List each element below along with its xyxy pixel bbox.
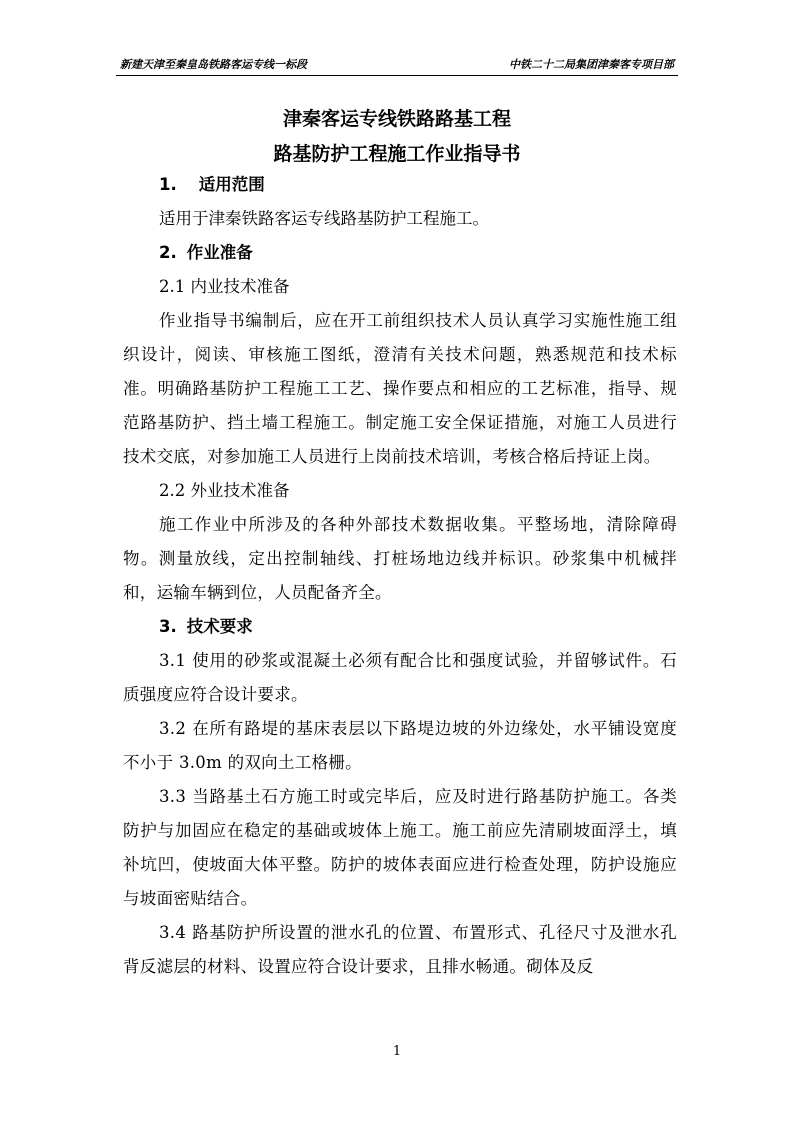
subsection-heading-2-1: 2.1 内业技术准备 [159,277,290,296]
paragraph-3-2: 3.2 在所有路堤的基床表层以下路堤边坡的外边缘处，水平铺设宽度不小于 3.0m 的双向土工格栅。 [123,719,677,772]
section-number: 2. [159,243,177,262]
page-number: 1 [392,1044,402,1059]
paragraph-3-4: 3.4 路基防护所设置的泄水孔的位置、布置形式、孔径尺寸及泄水孔背反滤层的材料、设置应符合设计要求，且排水畅通。砌体及反 [123,923,677,976]
section-heading-2 [123,236,677,270]
document-title-line-1: 津秦客运专线铁路路基工程 [282,108,511,130]
paragraph-2-1: 作业指导书编制后，应在开工前组织技术人员认真学习实施性施工组织设计，阅读、审核施工图纸，澄清有关技术问题，熟悉规范和技术标准。明确路基防护工程施工工艺、操作要点和相应的工艺标准，指导、规范路基防护、挡土墙工程施工。制定施工安全保证措施，对施工人员进行技术交底，对参加施工人员进行上岗前技术培训，考核合格后持证上岗。 [123,311,677,466]
section-number: 3. [159,617,177,636]
paragraph-2-2: 施工作业中所涉及的各种外部技术数据收集。平整场地，清除障碍物。测量放线，定出控制轴线、打桩场地边线并标识。砂浆集中机械拌和，运输车辆到位，人员配备齐全。 [123,515,677,602]
subsection-heading-2-2: 2.2 外业技术准备 [159,481,290,500]
document-body [123,168,677,984]
section-title: 作业准备 [186,243,253,262]
section-title: 适用范围 [198,175,265,194]
header-right-text: 中铁二十二局集团津秦客专项目部 [509,58,674,71]
section-heading-3 [123,610,677,644]
page-header [116,56,678,74]
section-1-text: 适用于津秦铁路客运专线路基防护工程施工。 [159,209,489,228]
document-title-line-2: 路基防护工程施工作业指导书 [273,143,521,165]
header-left-text: 新建天津至秦皇岛铁路客运专线一标段 [120,58,307,71]
section-heading-1 [123,168,677,202]
paragraph-3-1: 3.1 使用的砂浆或混凝土必须有配合比和强度试验，并留够试件。石质强度应符合设计要求。 [123,651,677,704]
header-divider [116,75,678,76]
section-title: 技术要求 [186,617,253,636]
paragraph-3-3: 3.3 当路基土石方施工时或完毕后，应及时进行路基防护施工。各类防护与加固应在稳定的基础或坡体上施工。施工前应先清刷坡面浮土，填补坑凹，使坡面大体平整。防护的坡体表面应进行检查处理，防护设施应与坡面密贴结合。 [123,787,677,908]
section-number: 1. [159,175,177,194]
